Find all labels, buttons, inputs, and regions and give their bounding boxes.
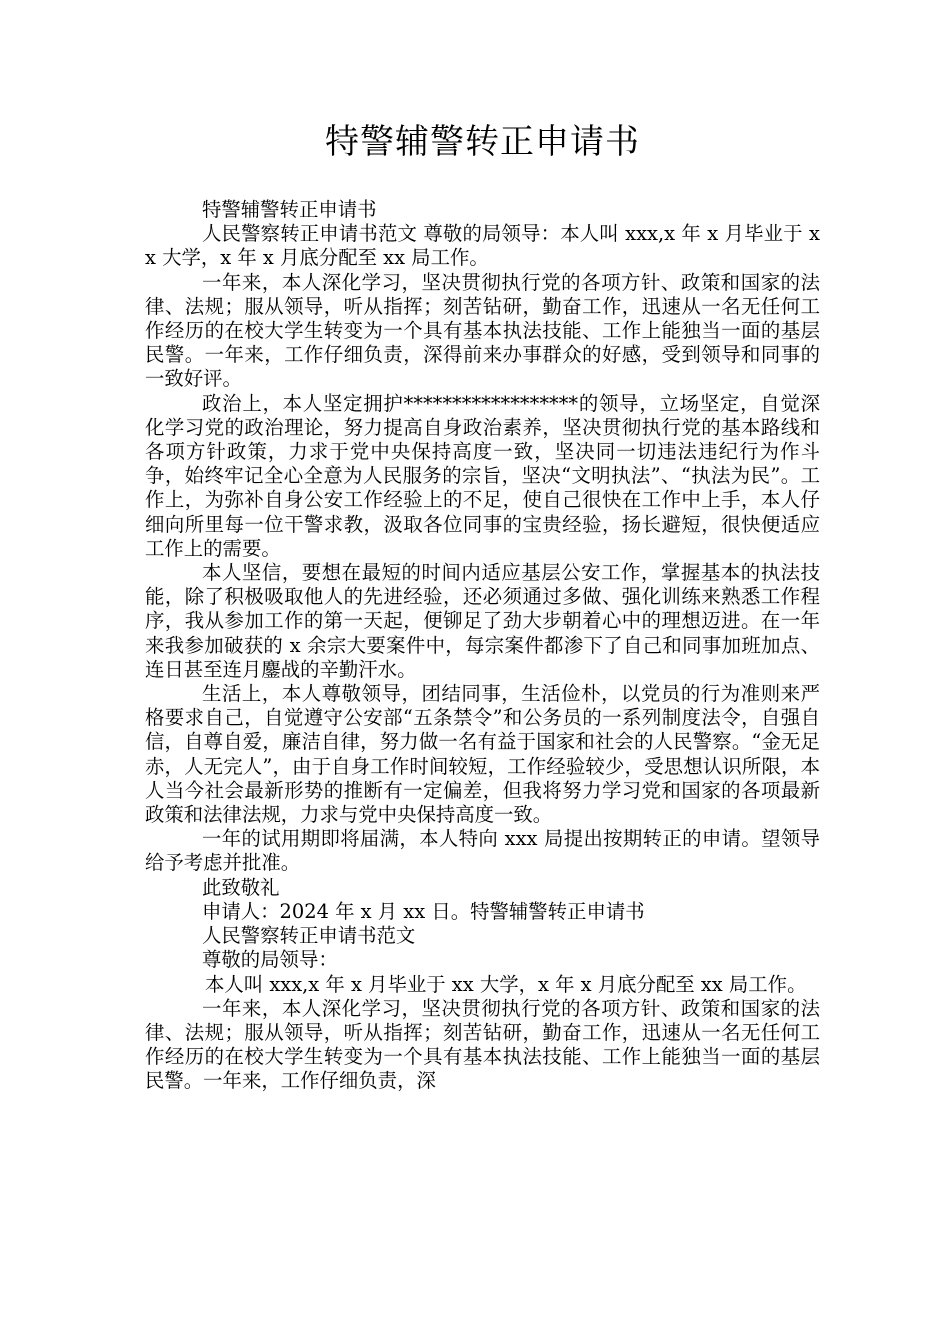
paragraph-salute: 此致敬礼 xyxy=(202,875,280,899)
paragraph-second-year-summary: 一年来，本人深化学习，坚决贯彻执行党的各项方针、政策和国家的法律、法规；服从领导，听从指挥；刻苦钻研，勤奋工作，迅速从一名无任何工作经历的在校大学生转变为一个具有基本执法技能、工作上能独当一面的基层民警。一年来，工作仔细负责，深 xyxy=(145,996,820,1093)
paragraph-greeting-intro: 人民警察转正申请书范文 尊敬的局领导：本人叫 xxx,x 年 x 月毕业于 xx 大学，x 年 x 月底分配至 xx 局工作。 xyxy=(145,222,820,270)
document-page xyxy=(145,120,820,1094)
paragraph-life: 生活上，本人尊敬领导，团结同事，生活俭朴，以党员的行为准则来严格要求自己，自觉遵守公安部“五条禁令”和公务员的一系列制度法令，自强自信，自尊自爱，廉洁自律，努力做一名有益于国家和社会的人民警察。“金无足赤，人无完人”，由于自身工作时间较短，工作经验较少，受思想认识所限，本人当今社会最新形势的推断有一定偏差，但我将努力学习党和国家的各项最新政策和法律法规，力求与党中央保持高度一致。 xyxy=(145,682,820,827)
paragraph-second-greeting: 尊敬的局领导： xyxy=(202,948,338,972)
paragraph-heading-repeat: 特警辅警转正申请书 xyxy=(202,198,377,221)
paragraph-request: 一年的试用期即将届满，本人特向 xxx 局提出按期转正的申请。望领导给予考虑并批准。 xyxy=(145,827,820,875)
paragraph-second-title: 人民警察转正申请书范文 xyxy=(202,924,416,948)
paragraph-politics: 政治上，本人坚定拥护******************的领导，立场坚定，自觉深化学习党的政治理论，努力提高自身政治素养，坚决贯彻执行党的基本路线和各项方针政策，力求于党中央保持高度一致，坚决同一切违法违纪行为作斗争，始终牢记全心全意为人民服务的宗旨，坚决“文明执法”、“执法为民”。工作上，为弥补自身公安工作经验上的不足，使自己很快在工作中上手，本人仔细向所里每一位干警求教，汲取各位同事的宝贵经验，扬长避短，很快便适应工作上的需要。 xyxy=(145,391,820,560)
paragraph-year-summary: 一年来，本人深化学习，坚决贯彻执行党的各项方针、政策和国家的法律、法规；服从领导，听从指挥；刻苦钻研，勤奋工作，迅速从一名无任何工作经历的在校大学生转变为一个具有基本执法技能、工作上能独当一面的基层民警。一年来，工作仔细负责，深得前来办事群众的好感，受到领导和同事的一致好评。 xyxy=(145,270,820,391)
document-title: 特警辅警转正申请书 xyxy=(325,122,640,162)
paragraph-belief: 本人坚信，要想在最短的时间内适应基层公安工作，掌握基本的执法技能，除了积极吸取他人的先进经验，还必须通过多做、强化训练来熟悉工作程序，我从参加工作的第一天起，便铆足了劲大步朝着心中的理想迈进。在一年来我参加破获的 x 余宗大要案件中，每宗案件都渗下了自己和同事加班加点、连日甚至连月鏖战的辛勤汗水。 xyxy=(145,561,820,681)
paragraph-second-intro: 本人叫 xxx,x 年 x 月毕业于 xx 大学，x 年 x 月底分配至 xx 局工作。 xyxy=(205,972,807,996)
paragraph-signature: 申请人：2024 年 x 月 xx 日。特警辅警转正申请书 xyxy=(202,899,645,923)
